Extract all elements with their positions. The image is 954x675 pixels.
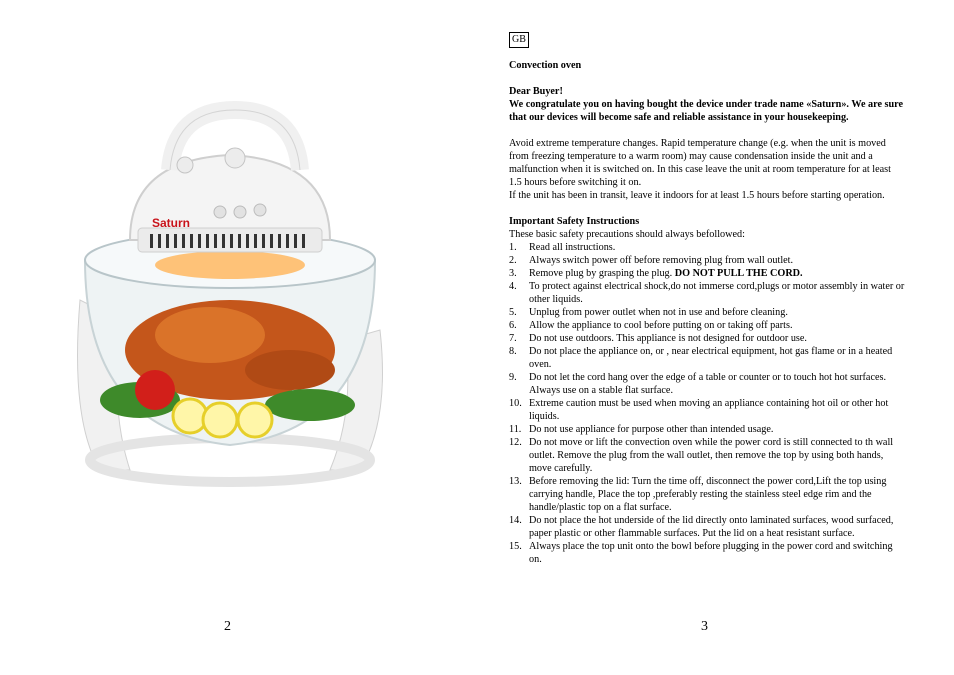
page-number-left: 2	[224, 619, 231, 634]
list-item: 10. Extreme caution must be used when moving an appliance containing hot oil or other hot liquids.	[509, 398, 889, 422]
brand-logo: Saturn	[152, 216, 191, 230]
list-item: 9. Do not let the cord hang over the edge of a table or counter or to touch hot hot surfaces. Always use on a stable flat surface.	[509, 372, 887, 396]
temperature-warning: Avoid extreme temperature changes. Rapid temperature change (e.g. when the unit is moved from freezing temperature to a warm room) may cause condensation inside the unit and a malfunction when it is switched on. In this case leave the unit at room temperature for at least 1.5 hours before switching it on.	[509, 138, 891, 188]
list-item: 1. Read all instructions.	[509, 242, 616, 253]
list-item: 5. Unplug from power outlet when not in use and before cleaning.	[509, 307, 788, 318]
list-item: 11. Do not use appliance for purpose other than intended usage.	[509, 424, 774, 435]
greeting: Dear Buyer!	[509, 86, 563, 97]
list-item: 13. Before removing the lid: Turn the time off, disconnect the power cord,Lift the top using carrying handle, Place the top ,preferably resting the stainless steel edge rim and the handle/plastic top on a flat surface.	[509, 476, 887, 513]
safety-heading: Important Safety Instructions	[509, 216, 640, 227]
page-number-right: 3	[701, 619, 708, 634]
list-item: 15. Always place the top unit onto the bowl before plugging in the power cord and switching on.	[509, 541, 893, 565]
convection-oven-photo	[60, 100, 400, 520]
list-item: 12. Do not move or lift the convection oven while the power cord is still connected to th wall outlet. Remove the plug from the wall outlet, then remove the top by using both hands, move carefully.	[509, 437, 894, 474]
list-item: 6. Allow the appliance to cool before putting on or taking off parts.	[509, 320, 793, 331]
intro-paragraph: We congratulate you on having bought the device under trade name «Saturn». We are sure that our devices will become safe and reliable assistance in your housekeeping.	[509, 99, 904, 123]
transit-warning: If the unit has been in transit, leave it indoors for at least 1.5 hours before starting operation.	[509, 190, 885, 201]
safety-intro: These basic safety precautions should always befollowed:	[509, 229, 745, 240]
safety-list	[509, 241, 905, 566]
manual-content	[509, 59, 905, 566]
list-item: 7. Do not use outdoors. This appliance is not designed for outdoor use.	[509, 333, 807, 344]
right-page	[477, 0, 954, 675]
list-item: 3. Remove plug by grasping the plug. DO NOT PULL THE CORD.	[509, 268, 803, 279]
language-tag: GB	[509, 32, 529, 48]
doc-title: Convection oven	[509, 60, 582, 71]
list-item: 4. To protect against electrical shock,do not immerse cord,plugs or motor assembly in water or other liquids.	[509, 281, 905, 305]
list-item: 8. Do not place the appliance on, or , near electrical equipment, hot gas flame or in a heated oven.	[509, 346, 893, 370]
list-item: 2. Always switch power off before removing plug from wall outlet.	[509, 255, 794, 266]
list-item: 14. Do not place the hot underside of the lid directly onto laminated surfaces, wood surfaced, paper plastic or other flammable surfaces. Put the lid on a heat resistant surface.	[509, 515, 894, 539]
